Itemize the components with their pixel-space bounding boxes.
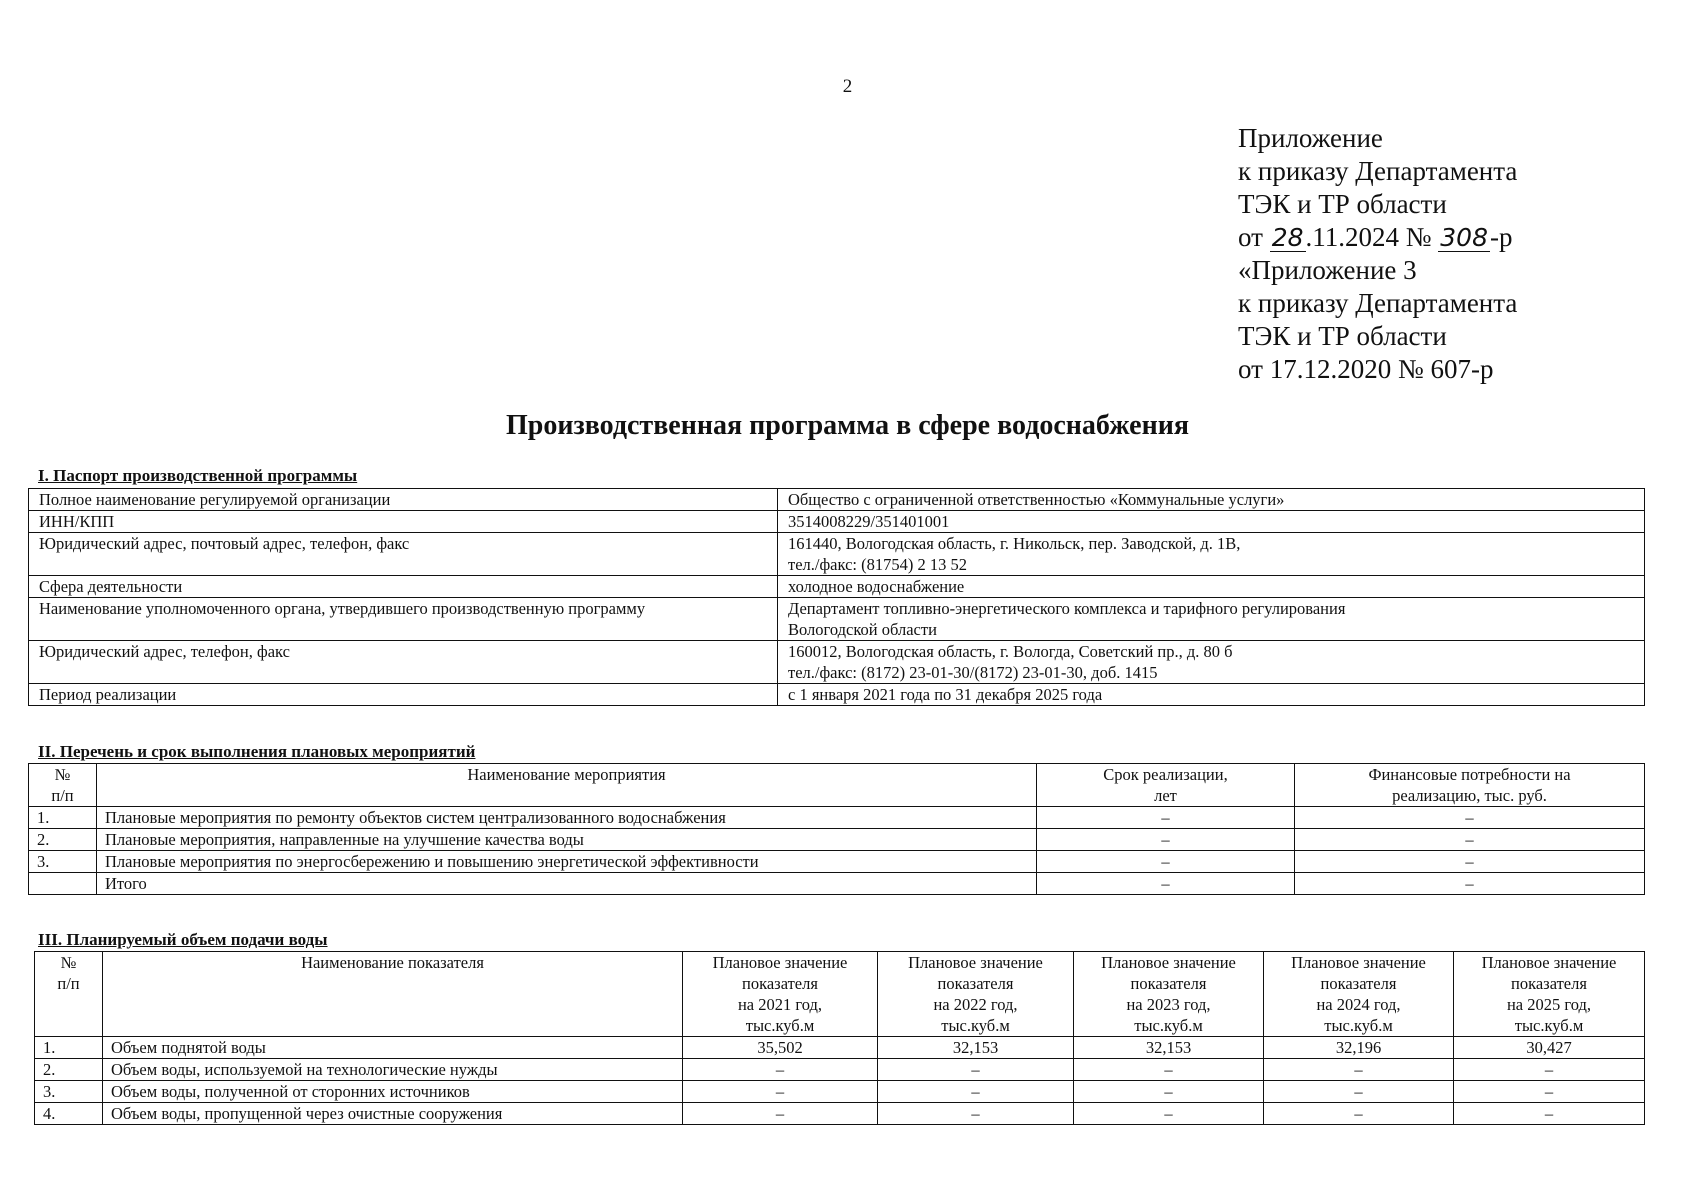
handwritten-day: 28	[1271, 223, 1304, 252]
row-num: 2.	[35, 1059, 103, 1081]
header-indicator-name: Наименование показателя	[103, 952, 683, 1037]
table-row	[29, 684, 1645, 706]
appendix-line-1: Приложение	[1238, 123, 1383, 153]
passport-label: Юридический адрес, телефон, факс	[29, 641, 778, 684]
row-name: Плановые мероприятия по ремонту объектов систем централизованного водоснабжения	[97, 807, 1037, 829]
page-number: 2	[842, 76, 853, 97]
header-line: тыс.куб.м	[941, 1016, 1010, 1035]
table-row	[29, 598, 1645, 641]
header-year-2023	[1074, 952, 1264, 1037]
header-term	[1037, 764, 1295, 807]
value-2022: –	[878, 1059, 1074, 1081]
table-row	[29, 533, 1645, 576]
passport-label: Полное наименование регулируемой организации	[29, 489, 778, 511]
header-line: Плановое значение	[712, 953, 848, 972]
passport-value: с 1 января 2021 года по 31 декабря 2025 года	[778, 684, 1645, 706]
passport-value	[778, 598, 1645, 641]
value-2023: –	[1074, 1103, 1264, 1125]
table-row	[29, 641, 1645, 684]
table-row	[29, 511, 1645, 533]
appendix-line-3: ТЭК и ТР области	[1238, 189, 1447, 219]
value-2023: –	[1074, 1059, 1264, 1081]
water-volume-table	[34, 951, 1645, 1125]
table-header-row	[29, 764, 1645, 807]
header-line: Плановое значение	[908, 953, 1043, 972]
passport-value	[778, 533, 1645, 576]
table-row	[29, 829, 1645, 851]
section-1-heading: I. Паспорт производственной программы	[38, 466, 358, 485]
passport-value-line: 161440, Вологодская область, г. Никольск, пер. Заводской, д. 1В,	[788, 534, 1241, 553]
value-2022: –	[878, 1103, 1074, 1125]
value-2022: –	[878, 1081, 1074, 1103]
passport-value-line: Вологодской области	[788, 620, 937, 639]
header-line: тыс.куб.м	[745, 1016, 815, 1035]
value-2024: –	[1264, 1059, 1454, 1081]
header-finance	[1295, 764, 1645, 807]
table-row	[35, 1081, 1645, 1103]
header-term-line: лет	[1154, 786, 1177, 805]
value-2024: –	[1264, 1081, 1454, 1103]
appendix-date-suffix: -р	[1490, 222, 1513, 252]
passport-value: холодное водоснабжение	[778, 576, 1645, 598]
row-num: 2.	[29, 829, 97, 851]
header-line: на 2025 год,	[1506, 995, 1592, 1014]
section-3-heading: III. Планируемый объем подачи воды	[38, 930, 328, 949]
header-year-2021	[683, 952, 878, 1037]
value-2021: –	[683, 1059, 878, 1081]
value-2025: –	[1454, 1103, 1645, 1125]
header-line: на 2024 год,	[1316, 995, 1401, 1014]
value-2021: –	[683, 1081, 878, 1103]
row-finance: –	[1295, 829, 1645, 851]
table-header-row	[35, 952, 1645, 1037]
header-finance-line: Финансовые потребности на	[1368, 765, 1571, 784]
header-num-line: №	[60, 953, 77, 972]
row-name: Объем воды, используемой на технологические нужды	[103, 1059, 683, 1081]
header-year-2025	[1454, 952, 1645, 1037]
header-line: тыс.куб.м	[1134, 1016, 1203, 1035]
header-num-line: п/п	[57, 974, 80, 993]
row-num	[29, 873, 97, 895]
value-2025: –	[1454, 1059, 1645, 1081]
document-title: Производственная программа в сфере водоснабжения	[505, 410, 1190, 441]
row-num: 4.	[35, 1103, 103, 1125]
section-2-heading: II. Перечень и срок выполнения плановых мероприятий	[38, 742, 476, 761]
table-total-row	[29, 873, 1645, 895]
header-finance-line: реализацию, тыс. руб.	[1392, 786, 1547, 805]
passport-table	[28, 488, 1645, 706]
header-line: показателя	[937, 974, 1014, 993]
header-line: показателя	[1511, 974, 1587, 993]
table-row	[35, 1103, 1645, 1125]
appendix-line-4	[1238, 221, 1517, 254]
row-num: 1.	[29, 807, 97, 829]
appendix-line-8: от 17.12.2020 № 607-р	[1238, 354, 1494, 384]
row-num: 3.	[35, 1081, 103, 1103]
passport-value-line: Департамент топливно-энергетического комплекса и тарифного регулирования	[788, 599, 1346, 618]
header-year-2022	[878, 952, 1074, 1037]
passport-label: Наименование уполномоченного органа, утвердившего производственную программу	[29, 598, 778, 641]
appendix-date-prefix: от	[1238, 222, 1263, 252]
header-num-line: №	[54, 765, 71, 784]
passport-label: ИНН/КПП	[29, 511, 778, 533]
header-term-line: Срок реализации,	[1103, 765, 1228, 784]
table-row	[29, 489, 1645, 511]
header-line: тыс.куб.м	[1514, 1016, 1584, 1035]
passport-label: Сфера деятельности	[29, 576, 778, 598]
value-2023: 32,153	[1074, 1037, 1264, 1059]
header-num	[29, 764, 97, 807]
appendix-line-6: к приказу Департамента	[1238, 288, 1518, 318]
passport-label: Период реализации	[29, 684, 778, 706]
row-term: –	[1037, 829, 1295, 851]
header-line: показателя	[1320, 974, 1397, 993]
passport-value: 3514008229/351401001	[778, 511, 1645, 533]
table-row	[29, 576, 1645, 598]
row-term: –	[1037, 807, 1295, 829]
passport-value: Общество с ограниченной ответственностью «Коммунальные услуги»	[778, 489, 1645, 511]
header-line: Плановое значение	[1101, 953, 1236, 972]
value-2025: –	[1454, 1081, 1645, 1103]
header-num-line: п/п	[51, 786, 74, 805]
table-row	[35, 1037, 1645, 1059]
header-line: на 2021 год,	[737, 995, 823, 1014]
passport-value-line: тел./факс: (81754) 2 13 52	[788, 555, 967, 574]
value-2024: –	[1264, 1103, 1454, 1125]
header-line: на 2023 год,	[1126, 995, 1211, 1014]
header-line: показателя	[742, 974, 818, 993]
value-2022: 32,153	[878, 1037, 1074, 1059]
row-finance: –	[1295, 807, 1645, 829]
row-finance: –	[1295, 851, 1645, 873]
passport-value-line: 160012, Вологодская область, г. Вологда, Советский пр., д. 80 б	[788, 642, 1233, 661]
row-name: Объем воды, пропущенной через очистные сооружения	[103, 1103, 683, 1125]
row-num: 1.	[35, 1037, 103, 1059]
appendix-line-5: «Приложение 3	[1238, 255, 1417, 285]
value-2023: –	[1074, 1081, 1264, 1103]
header-line: Плановое значение	[1291, 953, 1426, 972]
row-num: 3.	[29, 851, 97, 873]
header-line: тыс.куб.м	[1324, 1016, 1393, 1035]
measures-table	[28, 763, 1645, 895]
header-year-2024	[1264, 952, 1454, 1037]
appendix-line-2: к приказу Департамента	[1238, 156, 1518, 186]
value-2025: 30,427	[1454, 1037, 1645, 1059]
table-row	[29, 851, 1645, 873]
passport-label: Юридический адрес, почтовый адрес, телефон, факс	[29, 533, 778, 576]
row-term: –	[1037, 851, 1295, 873]
row-name: Плановые мероприятия по энергосбережению и повышению энергетической эффективности	[97, 851, 1037, 873]
row-name: Объем поднятой воды	[103, 1037, 683, 1059]
header-line: показателя	[1130, 974, 1207, 993]
header-line: на 2022 год,	[933, 995, 1018, 1014]
table-row	[35, 1059, 1645, 1081]
value-2021: 35,502	[683, 1037, 878, 1059]
appendix-line-7: ТЭК и ТР области	[1238, 321, 1447, 351]
passport-value-line: тел./факс: (8172) 23-01-30/(8172) 23-01-30, доб. 1415	[788, 663, 1158, 682]
header-line: Плановое значение	[1481, 953, 1617, 972]
row-finance: –	[1295, 873, 1645, 895]
row-name: Итого	[97, 873, 1037, 895]
appendix-block	[1238, 122, 1517, 386]
row-name: Объем воды, полученной от сторонних источников	[103, 1081, 683, 1103]
row-name: Плановые мероприятия, направленные на улучшение качества воды	[97, 829, 1037, 851]
header-num	[35, 952, 103, 1037]
header-measure-name: Наименование мероприятия	[97, 764, 1037, 807]
value-2021: –	[683, 1103, 878, 1125]
table-row	[29, 807, 1645, 829]
row-term: –	[1037, 873, 1295, 895]
value-2024: 32,196	[1264, 1037, 1454, 1059]
passport-value	[778, 641, 1645, 684]
handwritten-order-number: 308	[1440, 223, 1488, 252]
appendix-date-mid: .11.2024 №	[1305, 222, 1432, 252]
